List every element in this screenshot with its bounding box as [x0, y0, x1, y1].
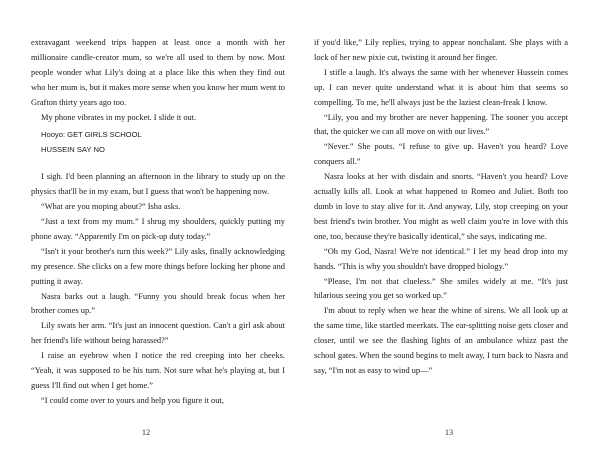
page-number-right: 13 — [444, 428, 454, 437]
paragraph: “Please, I'm not that clueless.” She smiles widely at me. “It's just hilarious seeing you get so worked up.” — [314, 276, 568, 301]
paragraph: I raise an eyebrow when I notice the red creeping into her cheeks. “Yeah, it was supposed to be his turn. Not sure what he's playing at, but I guess I'll find out when I get home.” — [31, 351, 285, 390]
paragraph: “I could come over to yours and help you figure it out, — [41, 395, 224, 405]
paragraph: “Lily, you and my brother are never happening. The sooner you accept that, the quicker we can all move on with our lives.” — [314, 112, 568, 137]
paragraph: I'm about to reply when we hear the whine of sirens. We all look up at the same time, like startled meerkats. The ear-splitting noise gets closer and closer, until we see the flashing lights of an ambulance whizz past the school gates. When the sound begins to melt away, I turn back to Nasra and say, “I'm not as easy to wind up—” — [314, 306, 568, 375]
paragraph: My phone vibrates in my pocket. I slide it out. — [41, 112, 197, 122]
right-page — [314, 36, 568, 379]
paragraph: “Isn't it your brother's turn this week?” Lily asks, finally acknowledging my presence. She clicks on a few more things before locking her phone and putting it away. — [31, 246, 285, 286]
paragraph: if you'd like,” Lily replies, trying to appear nonchalant. She plays with a lock of her new pixie cut, twisting it around her finger. — [314, 38, 568, 62]
paragraph: extravagant weekend trips happen at least once a month with her millionaire candle-creator mum, so we're all used to them by now. Most people wonder what Lily's doing at a place like this when they find out who her mum is, but it makes more sense when you know her mum went to Grafton thirty years ago too. — [31, 38, 285, 107]
paragraph: Nasra looks at her with disdain and snorts. “Haven't you heard? Love actually kills all. Look at what happened to Romeo and Juliet. Both too dumb in love to stay alive for it. And anyway, Lily, stop creeping on your best friend's twin brother. You might as well claim you're in love with this one, too, because they're basically identical,” she says, indicating me. — [314, 172, 568, 241]
paragraph: I stifle a laugh. It's always the same with her whenever Hussein comes up. I can never quite understand what it is about him that seems so compelling. To me, he'll always just be the laziest clean-freak I know. — [314, 67, 568, 107]
paragraph: “What are you moping about?” Isha asks. — [41, 202, 181, 212]
paragraph: “Just a text from my mum.” I shrug my shoulders, quickly putting my phone away. “Apparently I'm on pick-up duty today.” — [31, 216, 285, 241]
paragraph: I sigh. I'd been planning an afternoon in the library to study up on the physics that'll be in my exam, but I guess that won't be happening now. — [31, 172, 285, 197]
paragraph: “Oh my God, Nasra! We're not identical.” I let my head drop into my hands. “This is why you shouldn't have dropped biology.” — [314, 246, 568, 271]
left-page — [31, 36, 285, 409]
text-message — [31, 128, 285, 158]
paragraph: “Never.” She pouts. “I refuse to give up. Haven't you heard? Love conquers all.” — [314, 142, 568, 167]
text-message-line: HUSSEIN SAY NO — [41, 145, 105, 155]
paragraph: Nasra barks out a laugh. “Funny you should break focus when her brother comes up.” — [31, 291, 285, 316]
text-message-line: Hooyo: GET GIRLS SCHOOL — [41, 130, 142, 140]
paragraph: Lily swats her arm. “It's just an innocent question. Can't a girl ask about her friend's life without being harassed?” — [31, 321, 285, 346]
page-number-left: 12 — [141, 428, 151, 437]
